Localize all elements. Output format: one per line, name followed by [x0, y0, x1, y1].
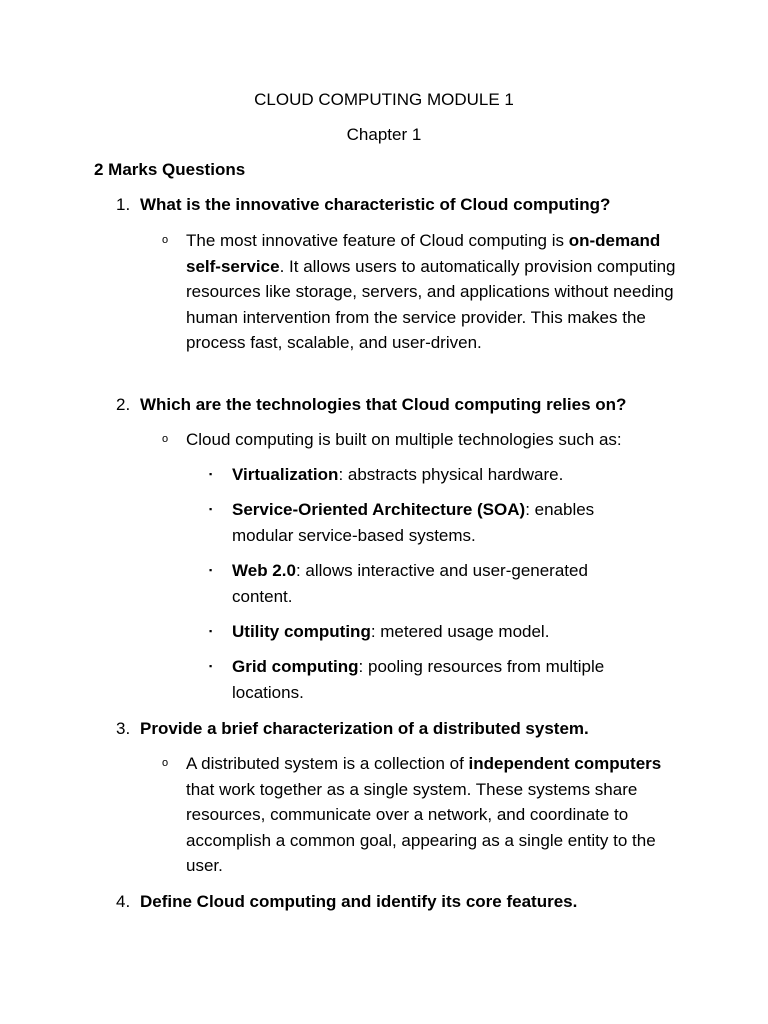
item-term: Grid computing	[232, 657, 359, 676]
list-item	[209, 462, 652, 488]
list-item	[209, 619, 652, 645]
question-number: 3.	[116, 719, 131, 738]
answer-text: Cloud computing is built on multiple technologies such as:	[186, 430, 622, 449]
square-bullet-icon: ▪	[209, 469, 213, 479]
answer-text-pre: A distributed system is a collection of	[186, 754, 469, 773]
answer-1	[162, 228, 676, 356]
answer-2	[162, 427, 676, 453]
item-desc: : metered usage model.	[370, 622, 550, 641]
question-4	[116, 889, 577, 915]
hollow-bullet-icon: o	[162, 433, 169, 445]
item-desc: : pooling resources from multiple locations.	[232, 657, 605, 702]
hollow-bullet-icon: o	[162, 757, 169, 769]
answer-text-post: that work together as a single system. These systems share resources, communicate over a network, and coordinate to accomplish a common goal, appearing as a single entity to the user.	[186, 779, 656, 875]
question-text: Provide a brief characterization of a distributed system.	[140, 719, 589, 738]
question-number: 2.	[116, 395, 131, 414]
answer-3	[162, 751, 676, 879]
answer-text-pre: The most innovative feature of Cloud computing is	[186, 231, 569, 250]
item-term: Virtualization	[232, 465, 339, 484]
list-item	[209, 654, 652, 705]
document-title: CLOUD COMPUTING MODULE 1	[254, 90, 514, 109]
item-desc: : enables modular service-based systems.	[232, 500, 595, 545]
question-number: 4.	[116, 892, 131, 911]
question-text: What is the innovative characteristic of Cloud computing?	[140, 195, 611, 214]
hollow-bullet-icon: o	[162, 234, 169, 246]
section-heading: 2 Marks Questions	[94, 160, 246, 179]
square-bullet-icon: ▪	[209, 504, 213, 514]
square-bullet-icon: ▪	[209, 565, 213, 575]
list-item	[209, 497, 652, 548]
question-1	[116, 192, 610, 218]
question-text: Which are the technologies that Cloud computing relies on?	[140, 395, 627, 414]
question-text: Define Cloud computing and identify its core features.	[140, 892, 578, 911]
answer-text-post: . It allows users to automatically provision computing resources like storage, servers, and applications without needing human intervention from the service provider. This makes the process fast, scalable, and user-driven.	[186, 256, 676, 352]
answer-text-bold: on-demand self-service	[186, 231, 661, 276]
answer-text-bold: independent computers	[468, 754, 662, 773]
item-term: Service-Oriented Architecture (SOA)	[232, 500, 526, 519]
item-term: Utility computing	[232, 622, 371, 641]
square-bullet-icon: ▪	[209, 661, 213, 671]
item-desc: : abstracts physical hardware.	[338, 465, 564, 484]
question-3	[116, 716, 589, 742]
item-term: Web 2.0	[232, 561, 296, 580]
list-item	[209, 558, 652, 609]
question-2	[116, 392, 626, 418]
question-number: 1.	[116, 195, 131, 214]
square-bullet-icon: ▪	[209, 626, 213, 636]
chapter-title: Chapter 1	[346, 125, 422, 144]
item-desc: : allows interactive and user-generated content.	[232, 561, 588, 606]
